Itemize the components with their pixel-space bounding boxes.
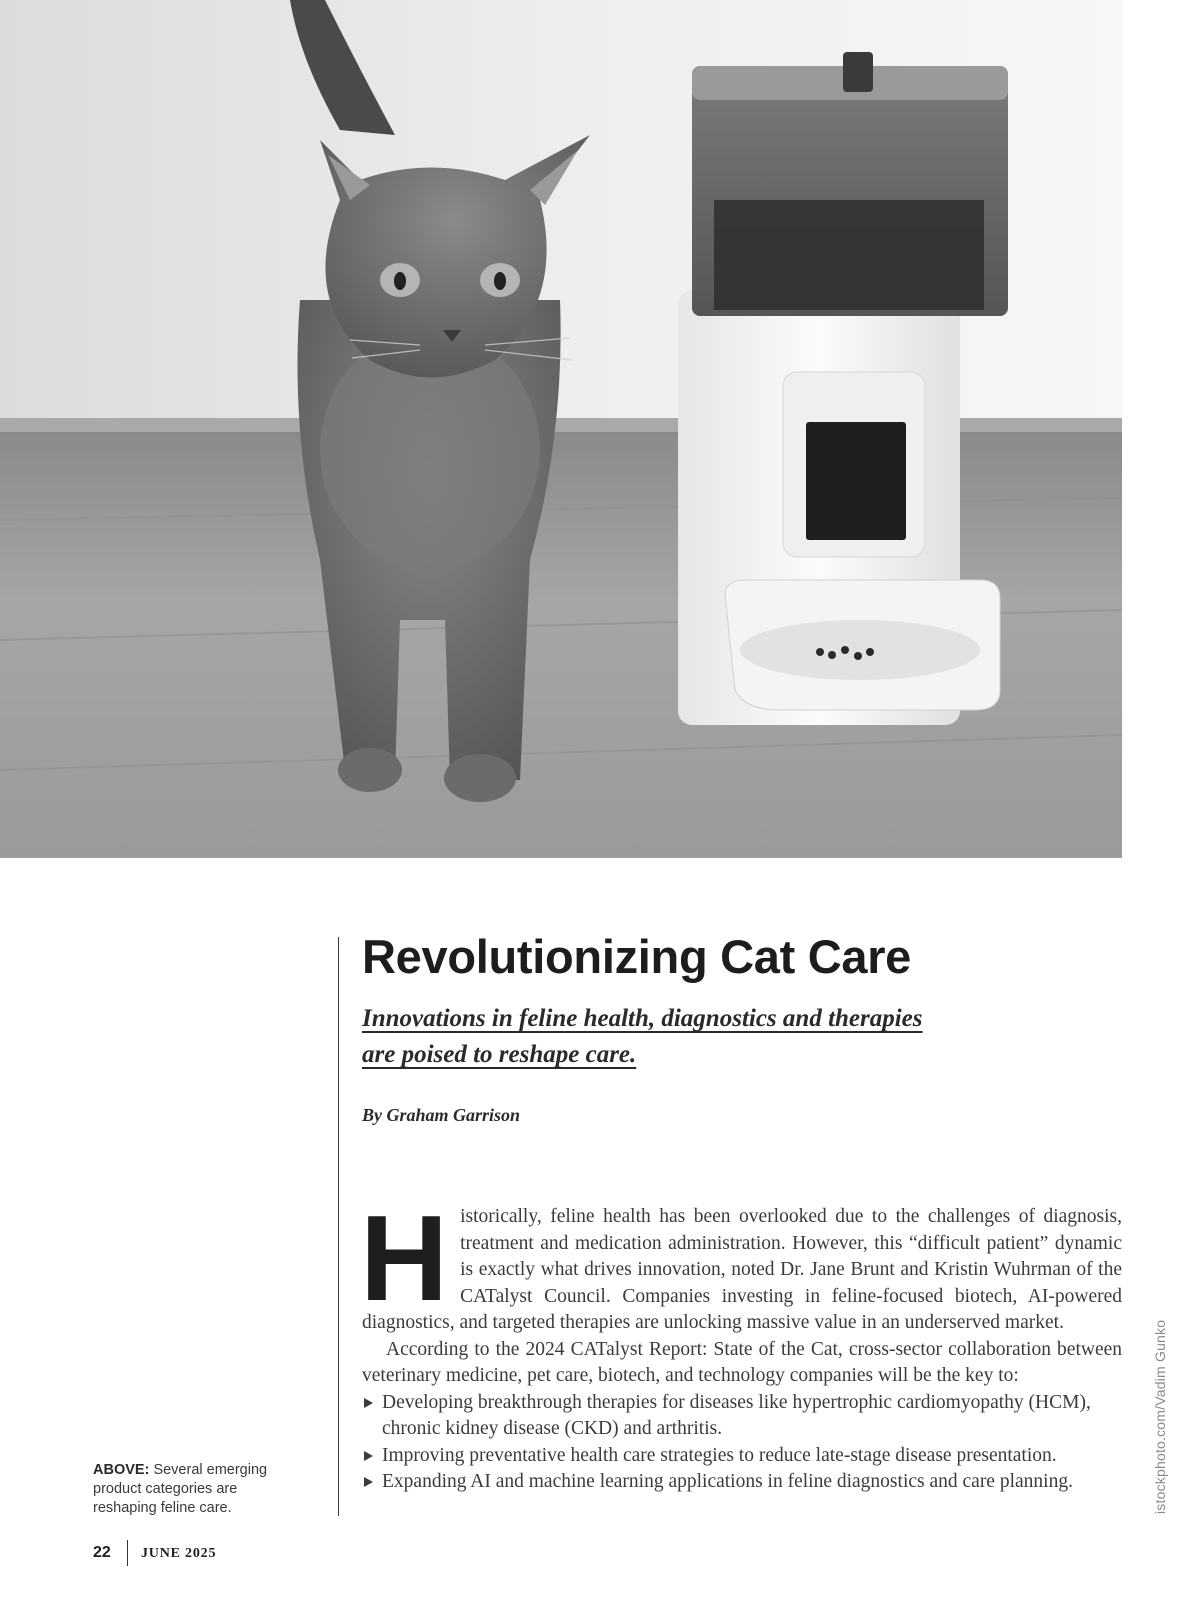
bullet-item: Developing breakthrough therapies for diseases like hypertrophic cardiomyopathy (HCM), chronic kidney disease (CKD) and arthritis. <box>362 1390 1122 1443</box>
caption-text: Several emerging product categories are reshaping feline care. <box>93 1462 268 1516</box>
article-body <box>360 1190 1122 1496</box>
caption-label: ABOVE: <box>93 1462 150 1478</box>
article-headline: Revolutionizing Cat Care <box>362 930 912 983</box>
automatic-feeder <box>678 52 1008 725</box>
footer-divider <box>127 1540 128 1566</box>
bullet-list <box>362 1390 1122 1496</box>
hero-photo <box>0 0 1122 858</box>
deck-line-1: Innovations in feline health, diagnostics and therapies <box>362 1005 923 1032</box>
issue-date: JUNE 2025 <box>141 1546 217 1561</box>
byline: By Graham Garrison <box>362 1105 521 1125</box>
column-divider <box>338 937 339 1516</box>
photo-credit: istockphoto.com/Vadim Gunko <box>1152 1319 1168 1514</box>
deck-line-2: are poised to reshape care. <box>362 1041 637 1068</box>
article-deck <box>362 1001 1022 1073</box>
bullet-item: Expanding AI and machine learning applications in feline diagnostics and care planning. <box>362 1469 1122 1496</box>
body-paragraph-1: istorically, feline health has been overlooked due to the challenges of diagnosis, treatment and medication administration. However, this “difficult patient” dynamic is exactly what drives innovation, noted Dr. Jane Brunt and Kristin Wuhrman of the CATalyst Council. Companies investing in feline-focused biotech, AI-powered diagnostics, and targeted therapies are unlocking massive value in an underserved market. <box>362 1206 1122 1333</box>
photo-caption <box>93 1461 293 1518</box>
cat-and-feeder-illustration <box>0 0 1122 858</box>
page-number: 22 <box>93 1544 111 1561</box>
bullet-item: Improving preventative health care strategies to reduce late-stage disease presentation. <box>362 1443 1122 1470</box>
body-paragraph-2: According to the 2024 CATalyst Report: State of the Cat, cross-sector collaboration between veterinary medicine, pet care, biotech, and technology companies will be the key to: <box>362 1338 1122 1386</box>
drop-cap: H <box>360 1190 449 1326</box>
